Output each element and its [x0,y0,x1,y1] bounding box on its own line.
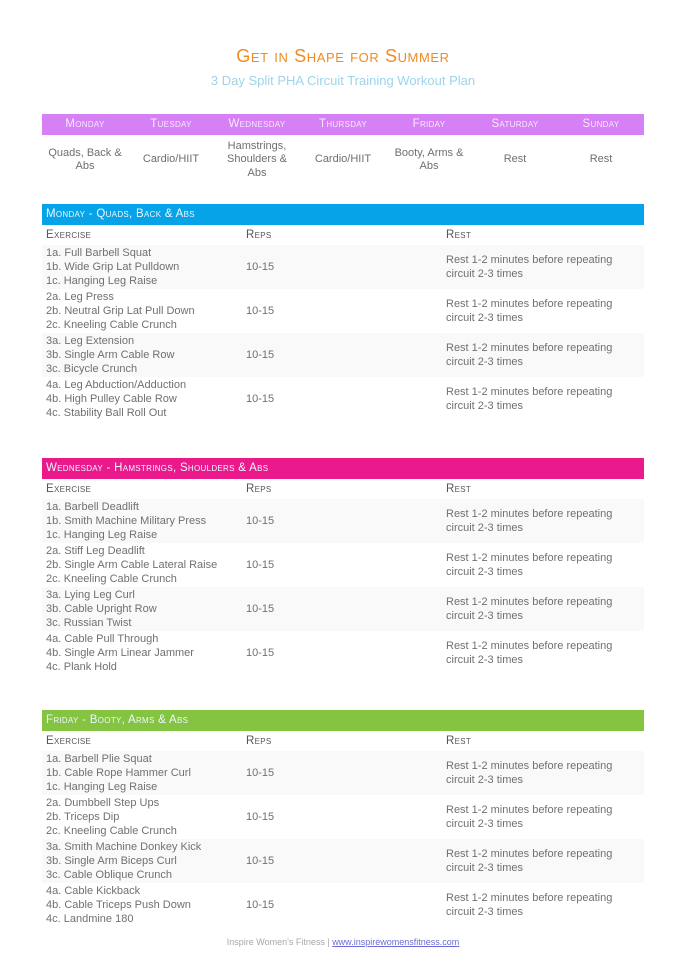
exercise-name: 4c. Stability Ball Roll Out [46,407,167,419]
exercise-name: 1c. Hanging Leg Raise [46,781,158,793]
exercise-name: 2a. Dumbbell Step Ups [46,797,160,809]
exercise-cell [42,752,242,794]
exercise-cell [42,334,242,376]
rest-cell: Rest 1-2 minutes before repeating circuit 2-3 times [446,892,613,918]
reps-cell: 10-15 [246,767,275,779]
schedule-day-focus [42,135,644,185]
exercise-cell [42,544,242,586]
focus-monday: Quads, Back & Abs [48,146,122,172]
table-row [42,751,644,795]
rest-cell: Rest 1-2 minutes before repeating circuit 2-3 times [446,254,613,280]
exercise-name: 4c. Plank Hold [46,661,117,673]
exercise-name: 3c. Cable Oblique Crunch [46,869,172,881]
table-row [42,543,644,587]
col-header-exercise: Exercise [46,735,92,747]
day-monday: Monday [65,118,105,130]
exercise-name: 3a. Lying Leg Curl [46,589,135,601]
exercise-name: 4c. Landmine 180 [46,913,134,925]
exercise-name: 4a. Cable Pull Through [46,633,159,645]
exercise-name: 3b. Cable Upright Row [46,603,157,615]
focus-saturday: Rest [503,153,527,166]
rest-cell: Rest 1-2 minutes before repeating circuit 2-3 times [446,552,613,578]
exercise-cell [42,246,242,288]
exercise-name: 2c. Kneeling Cable Crunch [46,319,177,331]
reps-cell: 10-15 [246,603,275,615]
exercise-name: 4b. High Pulley Cable Row [46,393,177,405]
exercise-name: 4b. Cable Triceps Push Down [46,899,191,911]
rest-cell: Rest 1-2 minutes before repeating circuit 2-3 times [446,760,613,786]
focus-sunday: Rest [589,153,613,166]
exercise-name: 3c. Russian Twist [46,617,132,629]
exercise-name: 2c. Kneeling Cable Crunch [46,825,177,837]
exercise-name: 2b. Neutral Grip Lat Pull Down [46,305,195,317]
rest-cell: Rest 1-2 minutes before repeating circuit 2-3 times [446,342,613,368]
exercise-name: 2b. Single Arm Cable Lateral Raise [46,559,218,571]
exercise-name: 3b. Single Arm Biceps Curl [46,855,177,867]
day-thursday: Thursday [319,118,367,130]
reps-cell: 10-15 [246,855,275,867]
col-header-exercise: Exercise [46,229,92,241]
exercise-cell [42,840,242,882]
exercise-name: 1b. Wide Grip Lat Pulldown [46,261,180,273]
reps-cell: 10-15 [246,899,275,911]
weekly-schedule [42,114,644,185]
exercise-name: 4b. Single Arm Linear Jammer [46,647,194,659]
day-wednesday: Wednesday [228,118,286,130]
exercise-rows [42,499,644,675]
reps-cell: 10-15 [246,349,275,361]
exercise-name: 1c. Hanging Leg Raise [46,529,158,541]
table-row [42,631,644,675]
exercise-cell [42,796,242,838]
table-row [42,883,644,927]
table-row [42,245,644,289]
col-header-reps: Reps [246,735,272,747]
focus-thursday: Cardio/HIIT [314,153,372,166]
exercise-name: 1b. Cable Rope Hammer Curl [46,767,191,779]
col-header-rest: Rest [446,735,472,747]
reps-cell: 10-15 [246,261,275,273]
col-header-reps: Reps [246,483,272,495]
exercise-name: 2a. Stiff Leg Deadlift [46,545,145,557]
reps-cell: 10-15 [246,811,275,823]
table-row [42,795,644,839]
exercise-rows [42,245,644,421]
reps-cell: 10-15 [246,647,275,659]
exercise-name: 3c. Bicycle Crunch [46,363,138,375]
focus-friday: Booty, Arms & Abs [394,146,464,172]
exercise-cell [42,884,242,926]
col-header-rest: Rest [446,483,472,495]
page-subtitle: 3 Day Split PHA Circuit Training Workout Plan [210,73,476,88]
exercise-name: 4a. Cable Kickback [46,885,141,897]
reps-cell: 10-15 [246,393,275,405]
col-header-rest: Rest [446,229,472,241]
footer [0,937,686,947]
rest-cell: Rest 1-2 minutes before repeating circuit 2-3 times [446,640,613,666]
focus-tuesday: Cardio/HIIT [142,153,200,166]
exercise-cell [42,588,242,630]
rest-cell: Rest 1-2 minutes before repeating circuit 2-3 times [446,298,613,324]
exercise-name: 1b. Smith Machine Military Press [46,515,207,527]
reps-cell: 10-15 [246,515,275,527]
exercise-name: 1a. Barbell Plie Squat [46,753,152,765]
exercise-cell [42,500,242,542]
section-banner: Monday - Quads, Back & Abs [42,204,644,225]
exercise-name: 4a. Leg Abduction/Adduction [46,379,187,391]
exercise-name: 2b. Triceps Dip [46,811,120,823]
table-row [42,499,644,543]
column-headers [42,731,644,751]
section-monday [42,204,644,421]
rest-cell: Rest 1-2 minutes before repeating circuit 2-3 times [446,508,613,534]
section-friday [42,710,644,927]
col-header-reps: Reps [246,229,272,241]
table-row [42,587,644,631]
column-headers [42,225,644,245]
rest-cell: Rest 1-2 minutes before repeating circuit 2-3 times [446,804,613,830]
rest-cell: Rest 1-2 minutes before repeating circuit 2-3 times [446,848,613,874]
footer-brand: Inspire Women's Fitness [226,937,325,947]
exercise-name: 2a. Leg Press [46,291,114,303]
table-row [42,377,644,421]
table-row [42,289,644,333]
day-sunday: Sunday [582,118,620,130]
focus-wednesday: Hamstrings, Shoulders & Abs [227,139,287,179]
exercise-name: 3b. Single Arm Cable Row [46,349,175,361]
table-row [42,839,644,883]
rest-cell: Rest 1-2 minutes before repeating circuit 2-3 times [446,596,613,622]
rest-cell: Rest 1-2 minutes before repeating circuit 2-3 times [446,386,613,412]
reps-cell: 10-15 [246,559,275,571]
day-tuesday: Tuesday [150,118,192,130]
exercise-name: 1c. Hanging Leg Raise [46,275,158,287]
section-banner: Friday - Booty, Arms & Abs [42,710,644,731]
table-row [42,333,644,377]
reps-cell: 10-15 [246,305,275,317]
footer-separator: | [324,937,333,947]
section-banner: Wednesday - Hamstrings, Shoulders & Abs [42,458,644,479]
exercise-name: 1a. Barbell Deadlift [46,501,139,513]
day-friday: Friday [412,118,446,130]
page-title: Get in Shape for Summer [236,46,450,66]
col-header-exercise: Exercise [46,483,92,495]
schedule-day-headers [42,114,644,135]
exercise-name: 1a. Full Barbell Squat [46,247,152,259]
exercise-name: 3a. Leg Extension [46,335,135,347]
exercise-name: 2c. Kneeling Cable Crunch [46,573,177,585]
footer-website-link[interactable]: www.inspirewomensfitness.com [332,937,460,947]
exercise-cell [42,378,242,420]
exercise-cell [42,290,242,332]
day-saturday: Saturday [491,118,539,130]
column-headers [42,479,644,499]
exercise-rows [42,751,644,927]
exercise-name: 3a. Smith Machine Donkey Kick [46,841,202,853]
exercise-cell [42,632,242,674]
section-wednesday [42,458,644,675]
